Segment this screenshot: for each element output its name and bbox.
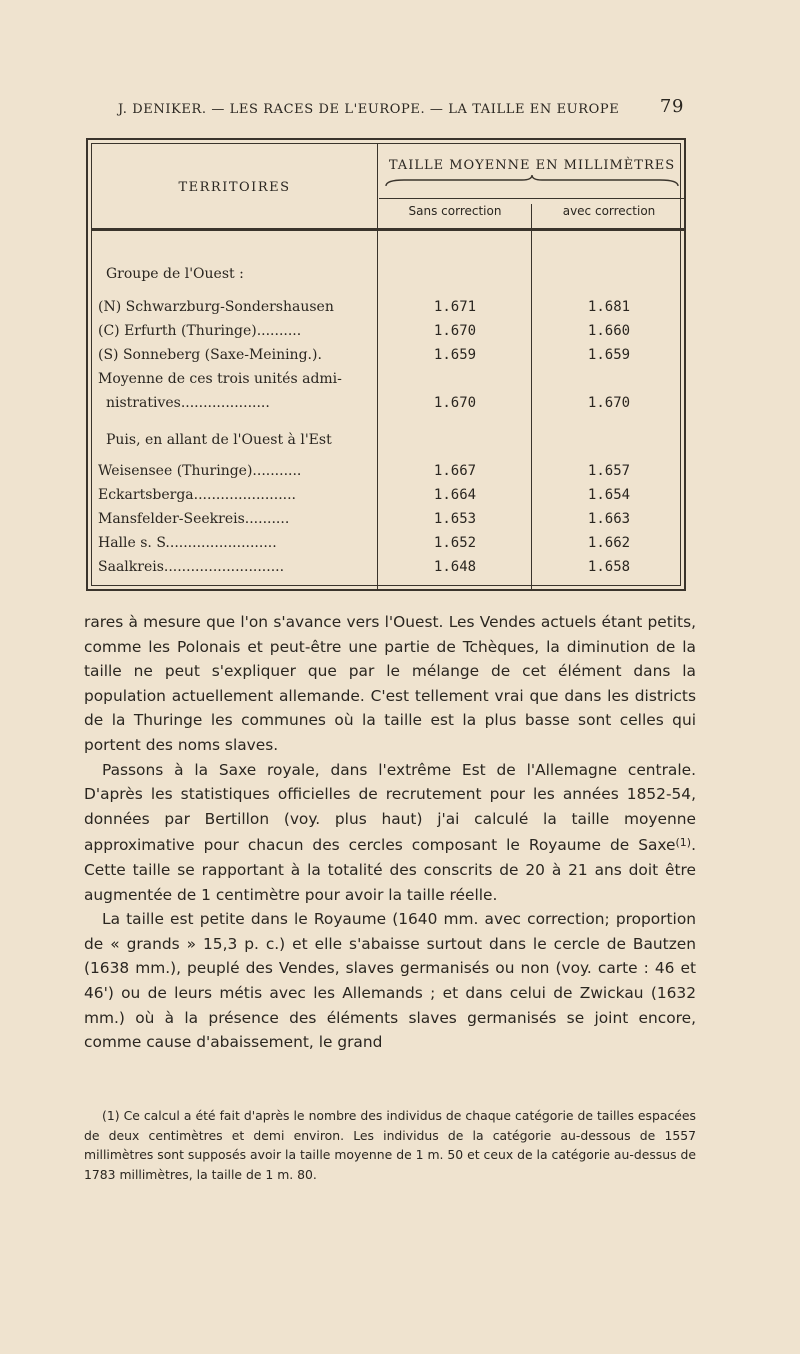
row-sans-correction: 1.659 <box>433 347 477 363</box>
body-text <box>84 610 696 1055</box>
header-territoires: TERRITOIRES <box>178 180 291 195</box>
paragraph <box>84 758 696 908</box>
table-row <box>92 556 686 580</box>
row-territoire: (N) Schwarzburg-Sondershausen <box>98 299 334 315</box>
table-row <box>92 508 686 532</box>
row-territoire: (C) Erfurth (Thuringe).......... <box>98 323 302 339</box>
row-avec-correction: 1.659 <box>587 347 631 363</box>
row-avec-correction: 1.654 <box>587 487 631 503</box>
running-title: J. DENIKER. — LES RACES DE L'EUROPE. — LA TAILLE EN EUROPE <box>118 102 620 117</box>
row-sans-correction: 1.664 <box>433 487 477 503</box>
row-sans-correction: 1.667 <box>433 463 477 479</box>
row-sans-correction: 1.648 <box>433 559 477 575</box>
moyenne-avec-correction: 1.670 <box>587 395 631 411</box>
header-taille-moyenne: TAILLE MOYENNE EN MILLIMÈTRES <box>388 158 676 173</box>
table-row <box>92 532 686 556</box>
footnote <box>84 1106 696 1184</box>
table-row <box>92 460 686 484</box>
table-row <box>92 296 686 320</box>
row-avec-correction: 1.657 <box>587 463 631 479</box>
header-rule <box>92 228 686 231</box>
row-avec-correction: 1.662 <box>587 535 631 551</box>
row-sans-correction: 1.671 <box>433 299 477 315</box>
table-row <box>92 320 686 344</box>
height-table <box>86 138 686 591</box>
row-avec-correction: 1.663 <box>587 511 631 527</box>
table-row-moyenne <box>92 392 686 416</box>
subheader-rule <box>379 198 686 199</box>
group-title-west: Groupe de l'Ouest : <box>106 266 244 282</box>
paragraph-text: Passons à la Saxe royale, dans l'extrême Est de l'Allemagne centrale. D'après les statistiques officielles de recrutement pour les années 1852-54, données par Bertillon (voy. plus haut) j'ai calculé la taille moyenne approximative pour chacun des cercles composant le Royaume de Saxe <box>84 760 696 855</box>
row-territoire: Eckartsberga....................... <box>98 487 296 503</box>
moyenne-sans-correction: 1.670 <box>433 395 477 411</box>
row-territoire: Mansfelder-Seekreis.......... <box>98 511 290 527</box>
table-row <box>92 484 686 508</box>
row-territoire: Weisensee (Thuringe)........... <box>98 463 302 479</box>
moyenne-label-line1: Moyenne de ces trois unités admi- <box>98 371 342 387</box>
page-number: 79 <box>659 96 684 117</box>
row-territoire: Saalkreis........................... <box>98 559 285 575</box>
table-inner <box>91 143 681 586</box>
row-avec-correction: 1.660 <box>587 323 631 339</box>
header-sans-correction: Sans correction <box>408 204 502 218</box>
footnote-reference: (1) <box>675 836 692 850</box>
moyenne-label-line2: nistratives.................... <box>106 395 270 411</box>
footnote-text: (1) Ce calcul a été fait d'après le nombre des individus de chaque catégorie de tailles espacées de deux centimètres et demi environ. Les individus de la catégorie au-dessous de 1557 millimètres sont supposés avoir la taille moyenne de 1 m. 50 et ceux de la catégorie au-dessus de 1783 millimètres, la taille de 1 m. 80. <box>84 1108 696 1182</box>
row-sans-correction: 1.652 <box>433 535 477 551</box>
row-sans-correction: 1.670 <box>433 323 477 339</box>
row-avec-correction: 1.658 <box>587 559 631 575</box>
paragraph: La taille est petite dans le Royaume (1640 mm. avec correction; proportion de « grands » 15,3 p. c.) et elle s'abaisse surtout dans le cercle de Bautzen (1638 mm.), peuplé des Vendes, slaves germanisés ou non (voy. carte : 46 et 46') ou de leurs métis avec les Allemands ; et dans celui de Zwickau (1632 mm.) où à la présence des éléments slaves germanisés se joint encore, comme cause d'abaissement, le grand <box>84 910 696 1052</box>
table-row <box>92 344 686 368</box>
table-row-moyenne-label <box>92 368 686 392</box>
row-avec-correction: 1.681 <box>587 299 631 315</box>
group-title-east: Puis, en allant de l'Ouest à l'Est <box>106 432 332 448</box>
row-territoire: Halle s. S......................... <box>98 535 277 551</box>
row-territoire: (S) Sonneberg (Saxe-Meining.). <box>98 347 322 363</box>
row-sans-correction: 1.653 <box>433 511 477 527</box>
paragraph: rares à mesure que l'on s'avance vers l'Ouest. Les Vendes actuels étant petits, comme les Polonais et peut-être une partie de Tchèques, la diminution de la taille ne peut s'expliquer que par le mélange de cet élément dans la population actuellement allemande. C'est tellement vrai que dans les districts de la Thuringe les communes où la taille est la plus basse sont celles qui portent des noms slaves. <box>84 613 696 754</box>
header-brace <box>384 174 680 188</box>
paragraph-text: . Cette taille se rapportant à la totalité des conscrits de 20 à 21 ans doit être augmentée de 1 centimètre pour avoir la taille réelle. <box>84 836 696 904</box>
running-header <box>118 96 688 124</box>
header-avec-correction: avec correction <box>562 204 656 218</box>
